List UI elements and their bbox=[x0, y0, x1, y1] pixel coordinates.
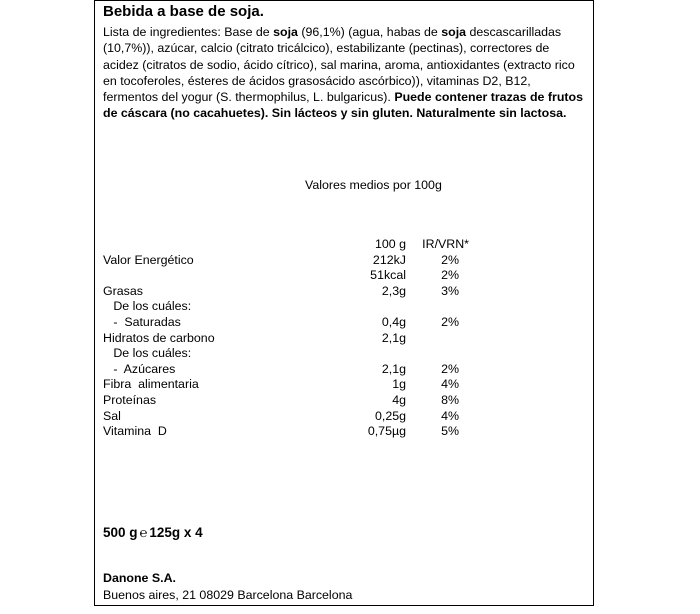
header-amount: 100 g bbox=[374, 237, 406, 251]
nutrient-amount: 2,3g bbox=[381, 283, 406, 298]
table-row bbox=[103, 393, 587, 409]
nutrient-amount: 2,1g bbox=[381, 361, 406, 376]
nutrient-amount: 1g bbox=[392, 377, 406, 392]
nutrient-reference-intake: 2% bbox=[441, 361, 459, 376]
product-title: Bebida a base de soja. bbox=[103, 3, 264, 20]
ingredients-text: descascarilladas (10,7%)), azúcar, calcio (citrato tricálcico), estabilizante (pectinas), correctores de acidez (citratos de sodio, ácido cítrico), sal marina, aroma, antioxidantes (extracto rico en tocoferoles, ésteres de ácidos grasosácido ascórbico)), vitaminas D2, B12, fermentos del yogur (S. thermophilus, L. bulgaricus). bbox=[103, 25, 575, 105]
nutrient-amount: 51kcal bbox=[370, 268, 406, 283]
net-weight-value: 500 g bbox=[103, 525, 138, 540]
company-name: Danone S.A. bbox=[103, 571, 176, 585]
table-row bbox=[103, 377, 587, 393]
nutrient-amount: 2,1g bbox=[381, 330, 406, 345]
nutrient-name: Valor Energético bbox=[103, 252, 194, 267]
nutrient-name: Grasas bbox=[103, 283, 143, 298]
nutrient-reference-intake: 4% bbox=[441, 408, 459, 423]
ingredients-text: (96,1%) (agua, habas de bbox=[297, 25, 442, 39]
nutrient-name: Fibra alimentaria bbox=[103, 377, 199, 392]
nutrient-name: De los cuáles: bbox=[103, 346, 192, 361]
product-label bbox=[94, 0, 594, 606]
nutrient-reference-intake: 5% bbox=[441, 424, 459, 439]
table-row bbox=[103, 346, 587, 362]
nutrient-reference-intake: 2% bbox=[441, 314, 459, 329]
nutrient-reference-intake: 4% bbox=[441, 377, 459, 392]
allergen-warning: Puede contener trazas de frutos de cáscara (no cacahuetes). Sin lácteos y sin gluten. Naturalmente sin lactosa. bbox=[103, 90, 583, 121]
nutrition-table-header bbox=[103, 237, 587, 253]
nutrient-reference-intake: 8% bbox=[441, 392, 459, 407]
table-row bbox=[103, 362, 587, 378]
nutrient-amount: 0,4g bbox=[381, 314, 406, 329]
nutrient-name: - Azúcares bbox=[103, 361, 176, 376]
pack-format: 125g x 4 bbox=[149, 525, 203, 540]
nutrient-name: Sal bbox=[103, 408, 121, 423]
header-reference-intake: IR/VRN* bbox=[422, 237, 469, 251]
nutrient-name: Vitamina D bbox=[103, 424, 167, 439]
nutrient-amount: 212kJ bbox=[372, 252, 406, 267]
table-row bbox=[103, 299, 587, 315]
allergen-highlight: soja bbox=[441, 25, 467, 39]
nutrient-amount: 4g bbox=[392, 392, 406, 407]
table-row bbox=[103, 424, 587, 440]
nutrient-amount: 0,25g bbox=[374, 408, 406, 423]
company-address: Buenos aires, 21 08029 Barcelona Barcelona bbox=[103, 588, 353, 602]
nutrient-reference-intake: 2% bbox=[441, 268, 459, 283]
allergen-highlight: soja bbox=[273, 25, 298, 39]
ingredients-list bbox=[103, 24, 587, 122]
ingredients-text: Lista de ingredientes: Base de bbox=[103, 25, 274, 39]
nutrient-reference-intake: 2% bbox=[441, 252, 459, 267]
nutrient-name: Hidratos de carbono bbox=[103, 330, 215, 345]
net-weight bbox=[103, 525, 203, 540]
table-row bbox=[103, 331, 587, 347]
nutrition-values-heading: Valores medios por 100g bbox=[305, 178, 442, 192]
nutrient-name: - Saturadas bbox=[103, 314, 181, 329]
table-row bbox=[103, 284, 587, 300]
table-row bbox=[103, 315, 587, 331]
table-row bbox=[103, 268, 587, 284]
table-row bbox=[103, 253, 587, 269]
nutrient-reference-intake: 3% bbox=[441, 283, 459, 298]
nutrient-name: Proteínas bbox=[103, 392, 157, 407]
nutrition-table bbox=[103, 237, 587, 440]
estimated-sign-icon: ℮ bbox=[139, 525, 148, 540]
nutrient-name: De los cuáles: bbox=[103, 299, 192, 314]
nutrient-amount: 0,75µg bbox=[367, 424, 406, 439]
table-row bbox=[103, 409, 587, 425]
